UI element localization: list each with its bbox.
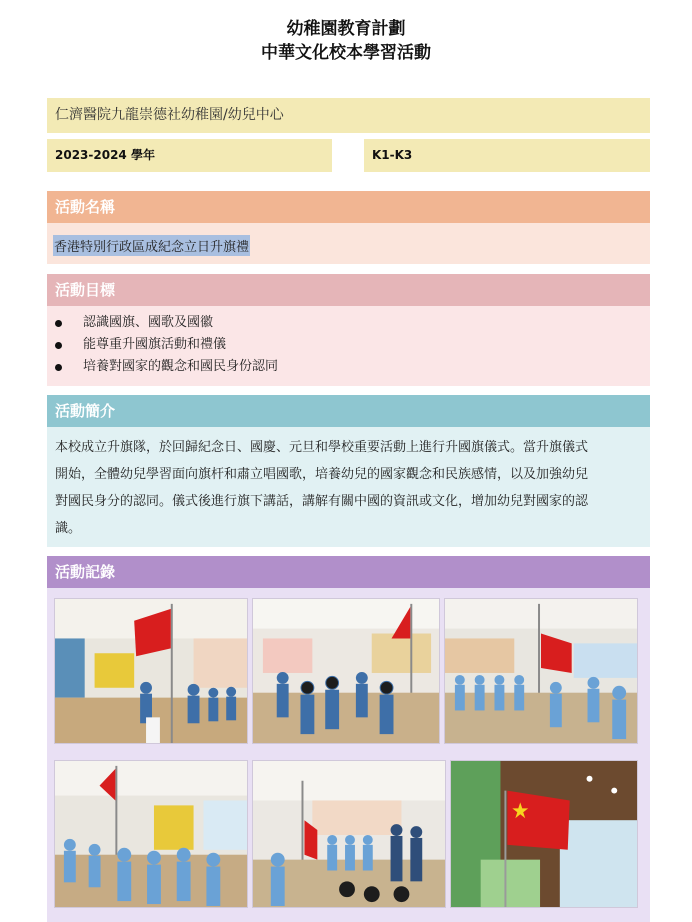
flag-raising-photo[interactable] (252, 598, 440, 744)
introduction-line: 本校成立升旗隊，於回歸紀念日、國慶、元旦和學校重要活動上進行升國旗儀式。當升旗儀式 (55, 440, 589, 455)
objectives-heading: 活動目標 (47, 274, 650, 306)
document-title: 幼稚園教育計劃 (286, 19, 406, 39)
flag-raising-photo[interactable] (444, 598, 638, 744)
list-item (47, 334, 650, 356)
introduction-line: 識。 (55, 521, 82, 536)
records-heading: 活動記錄 (47, 556, 650, 588)
introduction-section (47, 427, 650, 547)
introduction-line: 開始，全體幼兒學習面向旗杆和肅立唱國歌，培養幼兒的國家觀念和民族感情，以及加強幼兒 (55, 467, 589, 482)
activity-name-value[interactable]: 香港特別行政區成紀念立日升旗禮 (53, 235, 250, 256)
objectives-section (47, 306, 650, 386)
objective-text: 能尊重升國旗活動和禮儀 (83, 337, 227, 352)
bullet-icon (55, 364, 62, 371)
objectives-list (47, 306, 650, 378)
activity-name-heading: 活動名稱 (47, 191, 650, 223)
flag-closeup-photo[interactable] (450, 760, 638, 908)
introduction-heading: 活動簡介 (47, 395, 650, 427)
objective-text: 認識國旗、國歌及國徽 (83, 315, 214, 330)
activity-name-section (47, 223, 650, 264)
grade-levels: K1-K3 (364, 139, 650, 172)
document-subtitle: 中華文化校本學習活動 (261, 43, 431, 63)
objective-text: 培養對國家的觀念和國民身份認同 (83, 359, 279, 374)
flag-raising-photo[interactable] (54, 760, 248, 908)
bullet-icon (55, 342, 62, 349)
records-section (47, 588, 650, 922)
school-year: 2023-2024 學年 (47, 139, 332, 172)
flag-raising-photo[interactable] (252, 760, 446, 908)
list-item (47, 356, 650, 378)
school-name: 仁濟醫院九龍崇德社幼稚園/幼兒中心 (47, 98, 650, 133)
introduction-line: 對國民身分的認同。儀式後進行旗下講話，講解有關中國的資訊或文化，增加幼兒對國家的認 (55, 494, 589, 509)
flag-raising-photo[interactable] (54, 598, 248, 744)
bullet-icon (55, 320, 62, 327)
list-item (47, 312, 650, 334)
